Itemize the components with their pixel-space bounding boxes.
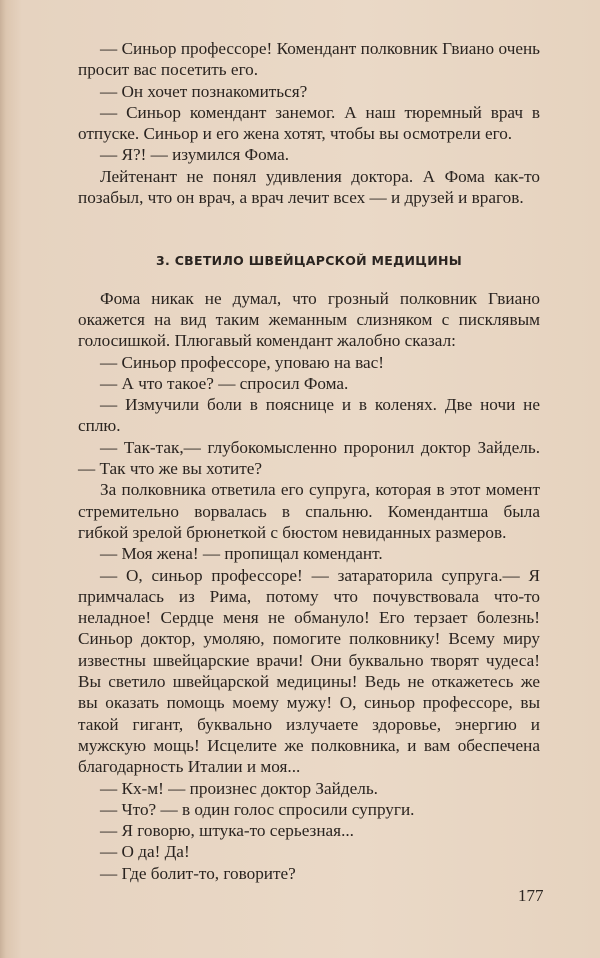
paragraph: — Измучили боли в пояснице и в коленях. Две ночи не сплю. — [78, 395, 540, 436]
paragraph: — Он хочет познакомиться? — [100, 81, 308, 101]
paragraph: — Я говорю, штука-то серьезная... — [100, 821, 354, 841]
paragraph: — О, синьор профессоре! — затараторила супруга.— Я примчалась из Рима, потому что почувствовала что-то неладное! Сердце меня не обмануло! Его терзает болезнь! Синьор доктор, умоляю, помогите полковнику! Всему миру известны швейцарские врачи! Они буквально творят чудеса! Вы светило швейцарской медицины! Ведь не откажетесь же вы оказать помощь моему мужу! О, синьор профессоре, вы такой гигант, буквально излучаете здоровье, энергию и мужскую мощь! Исцелите же полковника, и вам обеспечена благодарность Италии и моя... — [78, 565, 540, 777]
paragraph: — Синьор профессоре, уповаю на вас! — [100, 352, 384, 372]
paragraph: Фома никак не думал, что грозный полковник Гвиано окажется на вид таким жеманным слизняком с писклявым голосишкой. Плюгавый комендант жалобно сказал: — [78, 288, 540, 351]
paragraph: — Я?! — изумился Фома. — [100, 145, 290, 165]
paragraph: — Синьор профессоре! Комендант полковник Гвиано очень просит вас посетить его. — [78, 39, 540, 80]
paragraph: — Что? — в один голос спросили супруги. — [100, 799, 415, 819]
paragraph: — Кх-м! — произнес доктор Зайдель. — [100, 778, 378, 798]
paragraph: — Моя жена! — пропищал комендант. — [100, 544, 383, 564]
page-number: 177 — [518, 886, 544, 905]
paragraph: — Где болит-то, говорите? — [100, 863, 296, 883]
paragraph: — А что такое? — спросил Фома. — [100, 373, 349, 393]
paragraph: За полковника ответила его супруга, которая в этот момент стремительно ворвалась в спальню. Комендантша была гибкой зрелой брюнеткой с бюстом невиданных размеров. — [78, 480, 540, 542]
paragraph: — Так-так,— глубокомысленно проронил доктор Зайдель.— Так что же вы хотите? — [78, 437, 540, 479]
chapter-heading: 3. СВЕТИЛО ШВЕЙЦАРСКОЙ МЕДИЦИНЫ — [156, 253, 462, 269]
paragraph: Лейтенант не понял удивления доктора. А Фома как-то позабыл, что он врач, а врач лечит всех — и друзей и врагов. — [78, 166, 540, 208]
paragraph: — О да! Да! — [100, 842, 190, 862]
page-text — [78, 38, 540, 884]
paragraph: — Синьор комендант занемог. А наш тюремный врач в отпуске. Синьор и его жена хотят, чтобы вы осмотрели его. — [78, 102, 540, 144]
